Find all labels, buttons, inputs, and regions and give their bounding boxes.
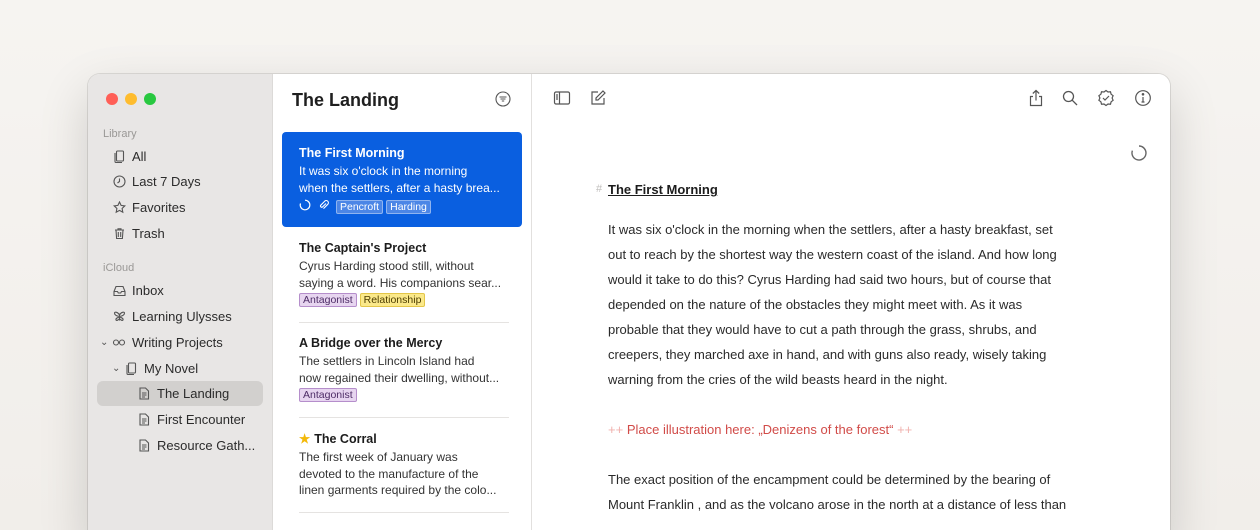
sheet-list <box>273 74 532 530</box>
sheet-icon <box>137 413 151 427</box>
paragraph: The exact position of the encampment could be determined by the bearing of Mount Franklin , and as the volcano arose in the north at a distance of less than <box>608 472 1067 512</box>
progress-ring-icon <box>299 198 311 216</box>
sidebar-item-last-7-days[interactable] <box>112 169 201 194</box>
sidebar-item-trash[interactable] <box>112 221 165 246</box>
sheet-card-a-bridge-over-the-mercy[interactable] <box>282 322 522 417</box>
editor[interactable] <box>532 74 1170 530</box>
paragraph: It was six o'clock in the morning when the settlers, after a hasty breakfast, set out to reach by the shortest way the western coast of the island. And how long would it take to do this? Cyrus Harding had said two hours, but of course that depended on the nature of the obstacles they might meet with. As it was probable that they would have to cut a path through the grass, shrubs, and creepers, they marched axe in hand, and with guns also ready, wisely taking warning from the cries of the wild beasts heard in the night. <box>608 222 1057 387</box>
sidebar-item-label: Inbox <box>132 283 164 298</box>
sidebar-item-label: Trash <box>132 226 165 241</box>
star-icon <box>112 201 126 215</box>
sidebar-item-label: Resource Gath... <box>157 438 256 453</box>
document-body[interactable] <box>596 182 1096 517</box>
sidebar-item-learning-ulysses[interactable] <box>112 304 232 329</box>
card-snippet: The first week of January was devoted to the manufacture of the linen garments required by the colo... <box>299 450 497 497</box>
sidebar-item-label: My Novel <box>144 361 199 376</box>
tag[interactable]: Harding <box>386 200 431 214</box>
tag[interactable]: Antagonist <box>299 388 357 402</box>
sidebar-item-the-landing[interactable] <box>97 381 263 406</box>
card-tags <box>299 293 505 307</box>
clock-icon <box>112 175 126 189</box>
sidebar-item-my-novel[interactable] <box>112 356 198 381</box>
card-title: The First Morning <box>299 146 405 160</box>
card-tags <box>299 198 505 216</box>
trash-icon <box>112 227 126 241</box>
card-snippet: It was six o'clock in the morning when the settlers, after a hasty brea... <box>299 164 500 195</box>
sidebar-item-label: First Encounter <box>157 412 246 427</box>
progress-ring-icon[interactable] <box>1130 144 1148 162</box>
minimize-button[interactable] <box>125 93 137 105</box>
review-badge-icon[interactable] <box>1097 89 1115 107</box>
sidebar-item-label: Learning Ulysses <box>132 309 232 324</box>
chevron-down-icon[interactable]: ⌄ <box>100 337 109 348</box>
group-icon <box>112 336 126 350</box>
card-snippet: Cyrus Harding stood still, without saying a word. His companions sear... <box>299 259 502 290</box>
search-icon[interactable] <box>1061 89 1079 107</box>
sheets-icon <box>112 150 126 164</box>
sidebar-item-favorites[interactable] <box>112 195 185 220</box>
annotation: ++ Place illustration here: „Denizens of the forest“ ++ <box>608 422 913 437</box>
chevron-down-icon[interactable]: ⌄ <box>112 363 121 374</box>
compose-icon[interactable] <box>589 89 607 107</box>
card-title: A Bridge over the Mercy <box>299 336 443 350</box>
window-controls <box>106 93 156 105</box>
sidebar <box>88 74 273 530</box>
sheet-icon <box>137 387 151 401</box>
sidebar-item-first-encounter[interactable] <box>137 407 245 432</box>
sidebar-toggle-icon[interactable] <box>553 89 571 107</box>
close-button[interactable] <box>106 93 118 105</box>
sidebar-item-all[interactable] <box>112 144 146 169</box>
sidebar-item-inbox[interactable] <box>112 278 164 303</box>
butterfly-icon <box>112 310 126 324</box>
divider <box>299 512 509 513</box>
sidebar-item-resource-gathering[interactable] <box>137 433 255 458</box>
sheet-card-the-captains-project[interactable] <box>282 227 522 322</box>
info-icon[interactable] <box>1134 89 1152 107</box>
sidebar-item-label: The Landing <box>157 386 230 401</box>
sheet-icon <box>137 439 151 453</box>
app-window <box>88 74 1170 530</box>
library-label: Library <box>103 128 137 140</box>
card-snippet: The settlers in Lincoln Island had now regained their dwelling, without... <box>299 354 500 385</box>
sheets-icon <box>124 362 138 376</box>
favorite-star-icon: ★ <box>299 432 311 446</box>
sidebar-item-writing-projects[interactable] <box>100 330 223 355</box>
document-heading: # The First Morning <box>596 182 718 197</box>
tag[interactable]: Pencroft <box>336 200 383 214</box>
sheet-card-the-corral[interactable] <box>282 417 522 512</box>
inbox-icon <box>112 284 126 298</box>
card-title: The Captain's Project <box>299 241 427 255</box>
sidebar-item-label: Favorites <box>132 200 186 215</box>
zoom-button[interactable] <box>144 93 156 105</box>
card-tags <box>299 388 505 402</box>
icloud-label: iCloud <box>103 262 135 274</box>
sidebar-item-label: Last 7 Days <box>132 174 201 189</box>
tag[interactable]: Relationship <box>360 293 426 307</box>
filter-icon[interactable] <box>495 91 511 107</box>
card-title: ★ The Corral <box>299 432 377 446</box>
list-title: The Landing <box>292 90 399 110</box>
paperclip-icon <box>318 198 329 216</box>
tag[interactable]: Antagonist <box>299 293 357 307</box>
sidebar-item-label: Writing Projects <box>132 335 223 350</box>
share-icon[interactable] <box>1027 89 1045 107</box>
sheet-card-the-first-morning[interactable] <box>282 132 522 227</box>
heading-marker: # <box>596 183 603 195</box>
sidebar-item-label: All <box>132 149 147 164</box>
